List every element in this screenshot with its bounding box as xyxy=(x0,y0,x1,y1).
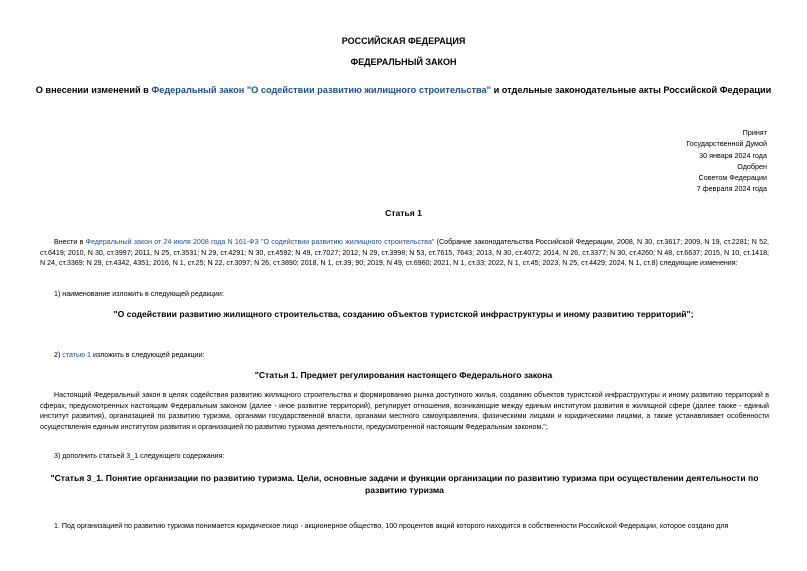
new-article-3-1-heading: "Статья 3_1. Понятие организации по развитию туризма. Цели, основные задачи и функции организации по развитию туризма при осуществлении деятельности по развитию туризма xyxy=(50,473,759,495)
adoption-line: Советом Федерации xyxy=(698,173,767,183)
article-1-link[interactable]: статью 1 xyxy=(62,351,91,359)
title-suffix: и отдельные законодательные акты Российской Федерации xyxy=(491,85,772,95)
adoption-line: Принят xyxy=(742,128,767,137)
adoption-line: Одобрен xyxy=(737,161,767,171)
federal-law-link[interactable]: Федеральный закон от 24 июля 2008 года N 161-ФЗ "О содействии развитию жилищного строительства" xyxy=(85,238,435,246)
amendment-item-3: 3) дополнить статьей 3_1 следующего содержания: xyxy=(54,452,225,460)
new-article-1-heading: "Статья 1. Предмет регулирования настоящего Федерального закона xyxy=(254,370,553,380)
item2-suffix: изложить в следующей редакции: xyxy=(90,351,205,359)
country-heading: РОССИЙСКАЯ ФЕДЕРАЦИЯ xyxy=(341,36,466,46)
law-type-heading: ФЕДЕРАЛЬНЫЙ ЗАКОН xyxy=(350,57,457,67)
item2-prefix: 2) xyxy=(54,351,63,359)
article-1-intro xyxy=(40,237,769,269)
article-1-heading: Статья 1 xyxy=(385,208,422,218)
intro-prefix: Внести в xyxy=(54,238,86,246)
intro-suffix: (Собрание законодательства Российской Федерации, 2008, N 30, ст.3617; 2009, N 19, ст.2281; N 52, ст.6419; 2010, N 30, ст.3997; 2011, N 25, ст.3531; N 29, ст.4291; N 30, ст.4592; N 49, ст.7027; 2012, N 29, ст.3998; N 53, ст.7615, 7643; 2013, N 30, ст.4072; 2014, N 26, ст.3377; N 30, ст.4260; N 48, ст.6637; 2015, N 10, ст.1418; N 24, ст.3369; N 29, ст.4342, 4351; 2016, N 1, ст.25; N 22, ст.3097; N 26, ст.3890; 2018, N 1, ст.39, 90; 2019, N 49, ст.6960; 2021, N 1, ст.33; 2022, N 1, ст.45; 2023, N 25, ст.4429; 2024, N 1, ст.8) следующие изменения: xyxy=(40,238,769,268)
adoption-line: 30 января 2024 года xyxy=(699,150,767,160)
title-prefix: О внесении изменений в xyxy=(35,85,152,95)
adoption-line: Государственной Думой xyxy=(686,139,767,149)
adoption-line: 7 февраля 2024 года xyxy=(696,184,767,194)
new-law-name: "О содействии развитию жилищного строительства, созданию объектов туристской инфраструктуры и иному развитию территорий"; xyxy=(113,309,694,319)
title-law-link[interactable]: Федеральный закон "О содействии развитию жилищного строительства" xyxy=(151,85,492,95)
document-title xyxy=(0,85,807,95)
amendment-item-2 xyxy=(54,351,205,359)
article-3-1-point-1: 1. Под организацией по развитию туризма понимается юридическое лицо - акционерное общество, 100 процентов акций которого находится в собственности Российской Федерации, которое создано для xyxy=(54,522,729,530)
new-article-1-text: Настоящий Федеральный закон в целях содействия развитию жилищного строительства и формированию рынка доступного жилья, созданию объектов туристской инфраструктуры и иному развитию территорий в сферах, предусмотренных настоящим Федеральным законом (далее - иное развитие территорий), регулирует отношения, возникающие между единым институтом развития в жилищной сфере (далее также - единый институт развития), организацией по развитию туризма, органами государственной власти, органами местного самоуправления, физическими лицами и юридическими лицами, а также устанавливает особенности осуществления единым институтом развития и организацией по развитию туризма деятельности, предусмотренной настоящим Федеральным законом."; xyxy=(40,391,769,431)
adoption-block xyxy=(567,127,767,195)
amendment-item-1: 1) наименование изложить в следующей редакции: xyxy=(54,290,224,298)
